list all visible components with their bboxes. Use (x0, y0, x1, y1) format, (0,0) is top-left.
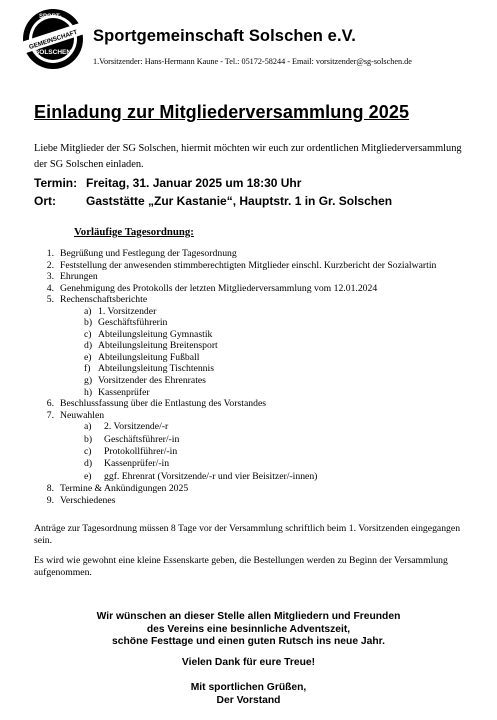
agenda-heading: Vorläufige Tagesordnung: (74, 226, 194, 238)
ort-value: Gaststätte „Zur Kastanie“, Hauptstr. 1 in Gr. Solschen (86, 194, 393, 208)
list-item: 2. Feststellung der anwesenden stimmberechtigten Mitglieder einschl. Kurzbericht der Sozialwartin (46, 259, 437, 271)
list-item: 7. Neuwahlen (46, 409, 105, 421)
list-item: 8. Termine & Ankündigungen 2025 (46, 483, 189, 495)
closing-thanks: Vielen Dank für eure Treue! (181, 657, 316, 668)
list-item: b) Geschäftsführer/-in (84, 433, 180, 445)
list-item: d) Abteilungsleitung Breitensport (84, 340, 218, 352)
list-item: d) Kassenprüfer/-in (84, 458, 170, 470)
list-item: a) 2. Vorsitzende/-r (84, 421, 169, 433)
agenda-list (34, 248, 484, 506)
list-item: f) Abteilungsleitung Tischtennis (84, 363, 214, 375)
termin-label: Termin: (34, 176, 78, 190)
list-item: h) Kassenprüfer (84, 386, 150, 398)
list-item: c) Abteilungsleitung Gymnastik (84, 328, 213, 340)
ort-label: Ort: (34, 194, 56, 208)
list-item: 9. Verschiedenes (46, 494, 116, 506)
list-item: 6. Beschlussfassung über die Entlastung des Vorstandes (46, 398, 267, 410)
logo-text-bottom: SOLSCHEN (34, 49, 72, 56)
logo-text-top: SPORT- (39, 14, 62, 20)
termin-value: Freitag, 31. Januar 2025 um 18:30 Uhr (86, 176, 302, 190)
club-logo-icon (22, 8, 84, 70)
list-item: b) Geschäftsführerin (84, 317, 168, 329)
list-item: 5. Rechenschaftsberichte (46, 294, 148, 306)
list-item: 3. Ehrungen (46, 271, 98, 283)
list-item: a) 1. Vorsitzender (84, 305, 157, 317)
meeting-location (34, 194, 392, 208)
food-note: Es wird wie gewohnt eine kleine Essenskarte geben, die Bestellungen werden zu Beginn der Versammlung aufgenommen. (34, 555, 448, 579)
closing-wishes: Wir wünschen an dieser Stelle allen Mitgliedern und Freunden des Vereins eine besinnliche Adventszeit, schöne Festtage und einen guten Rutsch ins neue Jahr. (96, 611, 401, 647)
club-name: Sportgemeinschaft Solschen e.V. (93, 27, 356, 45)
logo-text-middle: GEMEINSCHAFT (28, 28, 79, 52)
list-item: g) Vorsitzender des Ehrenrates (84, 375, 206, 387)
proposals-note: Anträge zur Tagesordnung müssen 8 Tage vor der Versammlung schriftlich beim 1. Vorsitzenden eingegangen sein. (34, 523, 461, 547)
document-title: Einladung zur Mitgliederversammlung 2025 (34, 102, 410, 122)
list-item: c) Protokollführer/-in (84, 446, 178, 458)
list-item: e) ggf. Ehrenrat (Vorsitzende/-r und vier Beisitzer/-innen) (84, 470, 318, 482)
meeting-date (34, 176, 301, 190)
list-item: 4. Genehmigung des Protokolls der letzten Mitgliederversammlung vom 12.01.2024 (46, 282, 378, 294)
list-item: e) Abteilungsleitung Fußball (84, 351, 200, 363)
intro-paragraph: Liebe Mitglieder der SG Solschen, hiermit möchten wir euch zur ordentlichen Mitgliederversammlung der SG Solschen einladen. (34, 143, 462, 170)
closing-greeting: Mit sportlichen Grüßen, Der Vorstand (190, 682, 307, 706)
contact-line: 1.Vorsitzender: Hans-Hermann Kaune - Tel.: 05172-58244 - Email: vorsitzender@sg-solschen.de (93, 57, 412, 66)
list-item: 1. Begrüßung und Festlegung der Tagesordnung (46, 248, 237, 259)
